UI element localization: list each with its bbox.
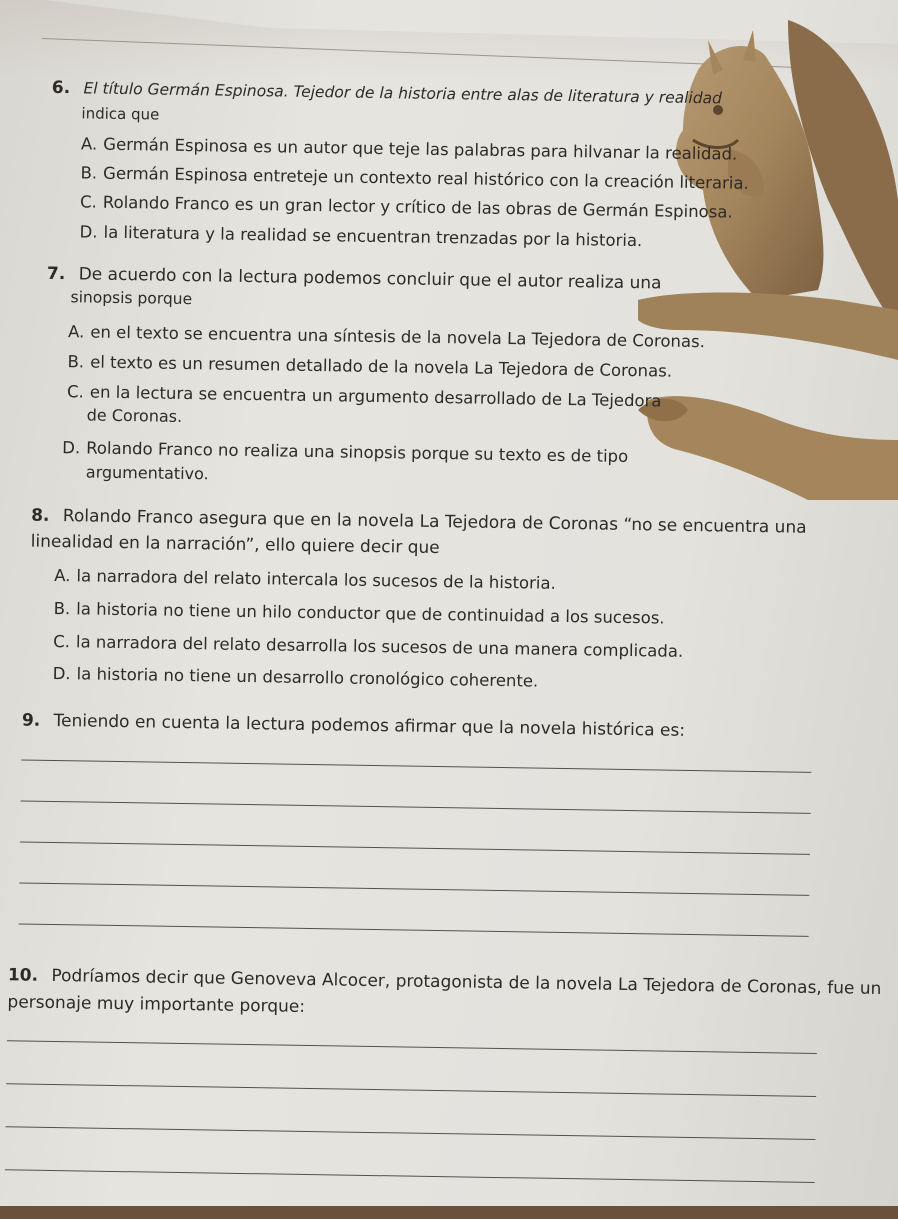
option-6d[interactable]: D. la literatura y la realidad se encuentran trenzadas por la historia. — [79, 222, 643, 251]
answer-line-10-3[interactable] — [6, 1126, 816, 1140]
option-8c[interactable]: C. la narradora del relato desarrolla los sucesos de una manera complicada. — [53, 631, 684, 661]
answer-line-9-4[interactable] — [19, 882, 809, 896]
question-text: Teniendo en cuenta la lectura podemos afirmar que la novela histórica es: — [53, 710, 686, 741]
question-number: 8. — [30, 505, 50, 526]
answer-line-10-4[interactable] — [5, 1169, 815, 1183]
question-8-stem-cont: linealidad en la narración”, ello quiere decir que — [30, 531, 440, 559]
option-6b[interactable]: B. Germán Espinosa entreteje un contexto real histórico con la creación literaria. — [80, 163, 749, 193]
answer-line-9-1[interactable] — [21, 759, 811, 773]
option-7b[interactable]: B. el texto es un resumen detallado de la novela La Tejedora de Coronas. — [67, 352, 673, 381]
question-number: 10. — [7, 965, 39, 986]
option-7c-cont: de Coronas. — [86, 405, 183, 426]
option-8d[interactable]: D. la historia no tiene un desarrollo cronológico coherente. — [52, 663, 539, 691]
question-7-stem-cont: sinopsis porque — [70, 288, 193, 309]
answer-line-9-3[interactable] — [20, 841, 810, 855]
option-8b[interactable]: B. la historia no tiene un hilo conductor que de continuidad a los sucesos. — [53, 598, 665, 628]
question-6-stem — [52, 78, 722, 109]
question-9-stem — [22, 710, 685, 740]
answer-line-9-2[interactable] — [21, 800, 811, 814]
question-text: Rolando Franco asegura que en la novela La Tejedora de Coronas “no se encuentra una — [62, 506, 807, 538]
question-6-stem-cont: indica que — [81, 104, 160, 124]
answer-line-10-1[interactable] — [7, 1040, 817, 1054]
question-text: El título Germán Espinosa. Tejedor de la historia entre alas de literatura y realidad — [83, 79, 723, 108]
option-7a[interactable]: A. en el texto se encuentra una síntesis de la novela La Tejedora de Coronas. — [67, 322, 706, 352]
question-number: 7. — [46, 263, 66, 285]
option-7c[interactable]: C. en la lectura se encuentra un argumento desarrollado de La Tejedora — [66, 382, 662, 411]
option-7d-cont: argumentativo. — [85, 462, 209, 484]
option-6a[interactable]: A. Germán Espinosa es un autor que teje las palabras para hilvanar la realidad. — [80, 134, 738, 164]
question-text: Podríamos decir que Genoveva Alcocer, protagonista de la novela La Tejedora de Coronas, fue un — [51, 965, 882, 1000]
option-8a[interactable]: A. la narradora del relato intercala los sucesos de la historia. — [54, 565, 556, 593]
option-7d[interactable]: D. Rolando Franco no realiza una sinopsis porque su texto es de tipo — [62, 438, 629, 466]
question-number: 9. — [21, 710, 41, 731]
answer-line-10-2[interactable] — [6, 1083, 816, 1097]
answer-line-9-5[interactable] — [19, 923, 809, 937]
question-text: De acuerdo con la lectura podemos concluir que el autor realiza una — [78, 264, 662, 294]
option-6c[interactable]: C. Rolando Franco es un gran lector y crítico de las obras de Germán Espinosa. — [79, 192, 733, 222]
question-10-stem-cont: personaje muy importante porque: — [7, 992, 306, 1017]
question-number: 6. — [51, 77, 71, 99]
